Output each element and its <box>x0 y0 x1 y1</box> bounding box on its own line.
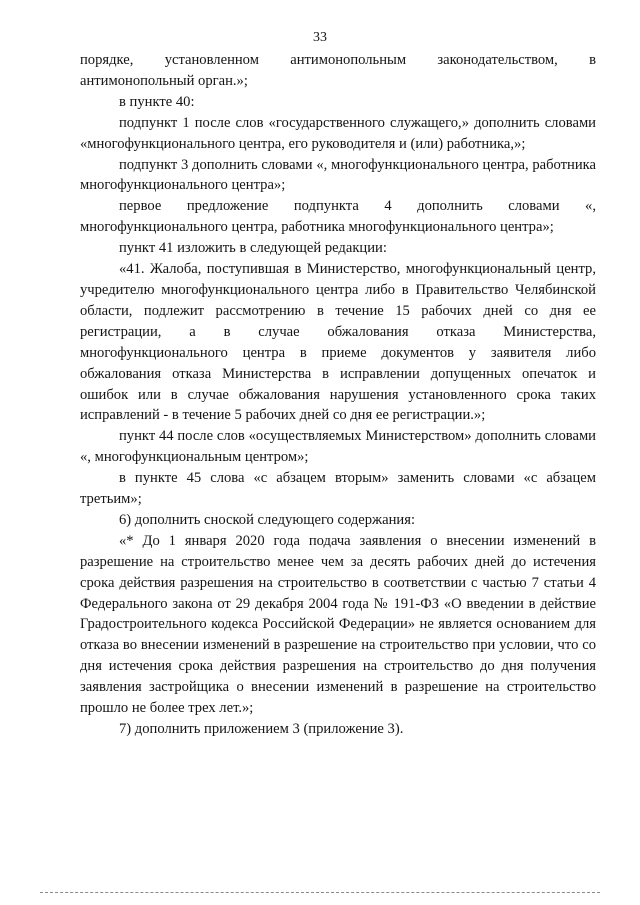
paragraph-item-6: 6) дополнить сноской следующего содержания: <box>119 511 416 528</box>
footer-divider <box>40 892 600 893</box>
paragraph-point-44: пункт 44 после слов «осуществляемых Министерством» дополнить словами «, многофункциональным центром»; <box>80 428 596 466</box>
paragraph-subpoint-3: подпункт 3 дополнить словами «, многофункционального центра, работника многофункционального центра»; <box>80 156 596 194</box>
paragraph-point-41-text: «41. Жалоба, поступившая в Министерство, многофункциональный центр, учредителю многофункционального центра либо в Правительство Челябинской области, подлежит рассмотрению в течение 15 рабочих дней со дня ее регистрации, а в случае обжалования отказа Министерства, многофункционального центра в приеме документов у заявителя либо обжалования отказа Министерства в исправлении допущенных опечаток и ошибок или в случае обжалования нарушения установленного срока таких исправлений - в течение 5 рабочих дней со дня ее регистрации.»; <box>80 261 596 424</box>
paragraph-continuation: порядке, установленном антимонопольным законодательством, в антимонопольный орган.»; <box>80 52 596 89</box>
paragraph-point-41: пункт 41 изложить в следующей редакции: <box>119 240 387 257</box>
paragraph-subpoint-4: первое предложение подпункта 4 дополнить словами «, многофункционального центра, работника многофункционального центра»; <box>80 198 596 236</box>
paragraph-footnote-text: «* До 1 января 2020 года подача заявления о внесении изменений в разрешение на строительство менее чем за десять рабочих дней до истечения срока действия разрешения на строительство в соответствии с частью 7 статьи 4 Федерального закона от 29 декабря 2004 года № 191-ФЗ «О введении в действие Градостроительного кодекса Российской Федерации» не является основанием для отказа во внесении изменений в разрешение на строительство при условии, что со дня истечения срока действия разрешения на строительство до дня получения заявления застройщика о внесении изменений в разрешение на строительство прошло не более трех лет.»; <box>80 532 596 717</box>
document-body <box>80 50 596 740</box>
paragraph-subpoint-1: подпункт 1 после слов «государственного служащего,» дополнить словами «многофункционального центра, его руководителя и (или) работника,»; <box>80 114 596 152</box>
paragraph-item-7: 7) дополнить приложением 3 (приложение 3). <box>119 721 404 737</box>
page-number: 33 <box>313 30 327 45</box>
paragraph-point-40: в пункте 40: <box>119 93 195 110</box>
paragraph-point-45: в пункте 45 слова «с абзацем вторым» заменить словами «с абзацем третьим»; <box>80 470 596 508</box>
